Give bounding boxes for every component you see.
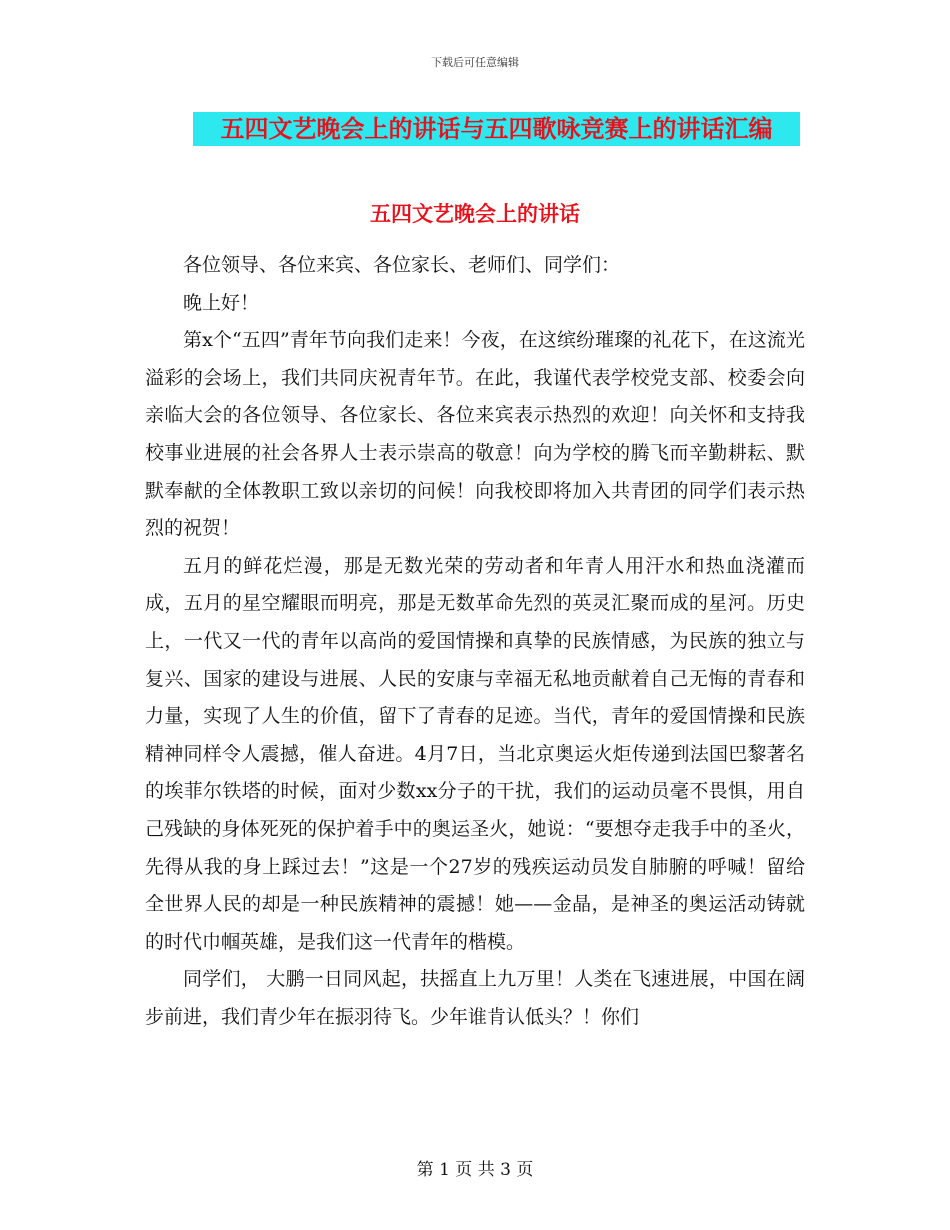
section-title: 五四文艺晚会上的讲话	[370, 202, 580, 226]
paragraph-greeting: 晚上好！	[183, 291, 260, 314]
page-number-footer: 第 1 页 共 3 页	[416, 1160, 534, 1180]
paragraph-salutation: 各位领导、各位来宾、各位家长、老师们、同学们：	[183, 254, 621, 276]
paragraph-1: 第x个“五四”青年节向我们走来！今夜，在这缤纷璀璨的礼花下，在这流光溢彩的会场上，我们共同庆祝青年节。在此，我谨代表学校党支部、校委会向亲临大会的各位领导、各位家长、各位来宾表示热烈的欢迎！向关怀和支持我校事业进展的社会各界人士表示崇高的敬意！向为学校的腾飞而辛勤耕耘、默默奉献的全体教职工致以亲切的问候！向我校即将加入共青团的同学们表示热烈的祝贺！	[145, 329, 805, 540]
page-header-note: 下载后可任意编辑	[431, 56, 519, 69]
document-body	[145, 219, 805, 1036]
paragraph-3: 同学们， 大鹏一日同风起，扶摇直上九万里！人类在飞速进展，中国在阔步前进，我们青少年在振羽待飞。少年谁肯认低头？！你们	[145, 968, 805, 1028]
document-main-title: 五四文艺晚会上的讲话与五四歌咏竞赛上的讲话汇编	[193, 112, 800, 146]
paragraph-2: 五月的鲜花烂漫，那是无数光荣的劳动者和年青人用汗水和热血浇灌而成，五月的星空耀眼而明亮，那是无数革命先烈的英灵汇聚而成的星河。历史上，一代又一代的青年以高尚的爱国情操和真挚的民族情感，为民族的独立与复兴、国家的建设与进展、人民的安康与幸福无私地贡献着自己无悔的青春和力量，实现了人生的价值，留下了青春的足迹。当代，青年的爱国情操和民族精神同样令人震撼，催人奋进。4月7日，当北京奥运火炬传递到法国巴黎著名的埃菲尔铁塔的时候，面对少数xx分子的干扰，我们的运动员毫不畏惧，用自己残缺的身体死死的保护着手中的奥运圣火，她说：“要想夺走我手中的圣火，先得从我的身上踩过去！”这是一个27岁的残疾运动员发自肺腑的呼喊！留给全世界人民的却是一种民族精神的震撼！她——金晶，是神圣的奥运活动铸就的时代巾帼英雄，是我们这一代青年的楷模。	[145, 554, 805, 953]
